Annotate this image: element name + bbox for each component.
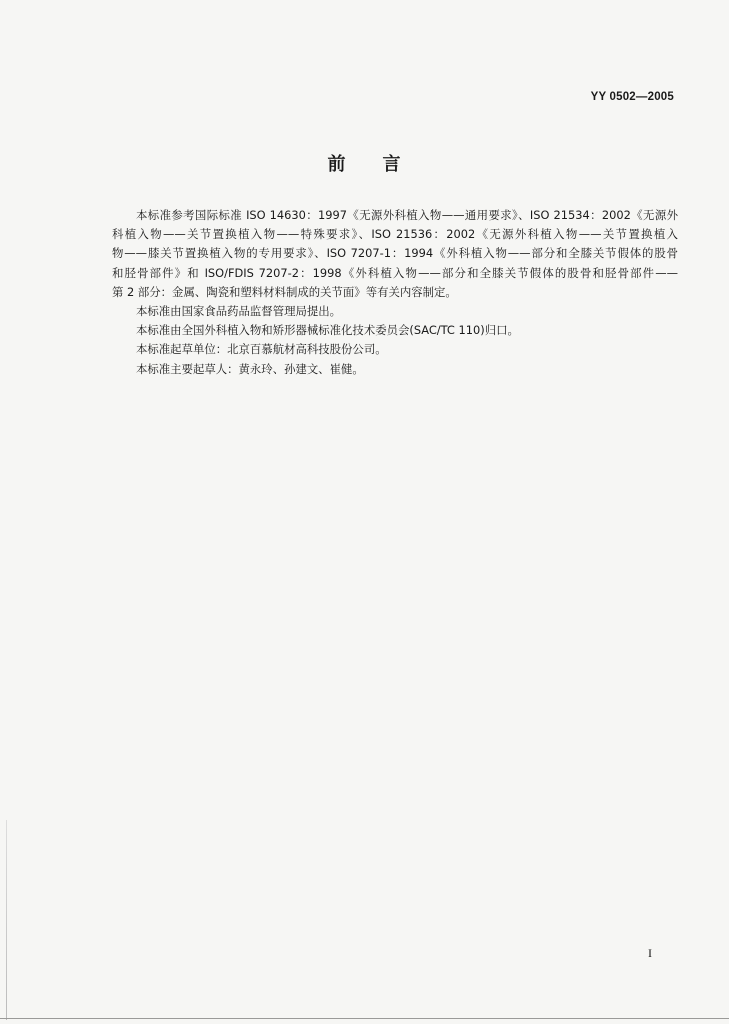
paragraph-committee: 本标准由全国外科植入物和矫形器械标准化技术委员会(SAC/TC 110)归口。 [136, 323, 519, 338]
paragraph-drafting-unit: 本标准起草单位：北京百慕航材高科技股份公司。 [136, 342, 387, 357]
paragraph-references [112, 206, 678, 302]
page-title [0, 150, 729, 176]
title-char-1: 前 [327, 154, 347, 175]
page-number: I [648, 946, 652, 960]
paragraph-drafters: 本标准主要起草人：黄永玲、孙建文、崔健。 [136, 361, 364, 376]
text-line: 科植入物——关节置换植入物——特殊要求》、ISO 21536：2002《无源外科植入物——关节置换植入 [112, 227, 678, 242]
text-line: 物——膝关节置换植入物的专用要求》、ISO 7207-1：1994《外科植入物——部分和全膝关节假体的股骨 [112, 246, 678, 261]
scan-edge-shadow [6, 820, 7, 1020]
text-line: 第 2 部分：金属、陶瓷和塑料材料制成的关节面》等有关内容制定。 [112, 284, 457, 299]
paragraph-proposer: 本标准由国家食品药品监督管理局提出。 [136, 303, 342, 318]
foreword-body [112, 206, 678, 379]
title-char-2: 言 [382, 154, 402, 175]
text-line: 本标准参考国际标准 ISO 14630：1997《无源外科植入物——通用要求》、ISO 21534：2002《无源外 [136, 208, 678, 222]
text-line: 和胫骨部件》和 ISO/FDIS 7207-2：1998《外科植入物——部分和全膝关节假体的股骨和胫骨部件—— [112, 265, 678, 280]
page-bottom-edge [0, 1018, 729, 1019]
standard-code: YY 0502—2005 [590, 91, 674, 103]
